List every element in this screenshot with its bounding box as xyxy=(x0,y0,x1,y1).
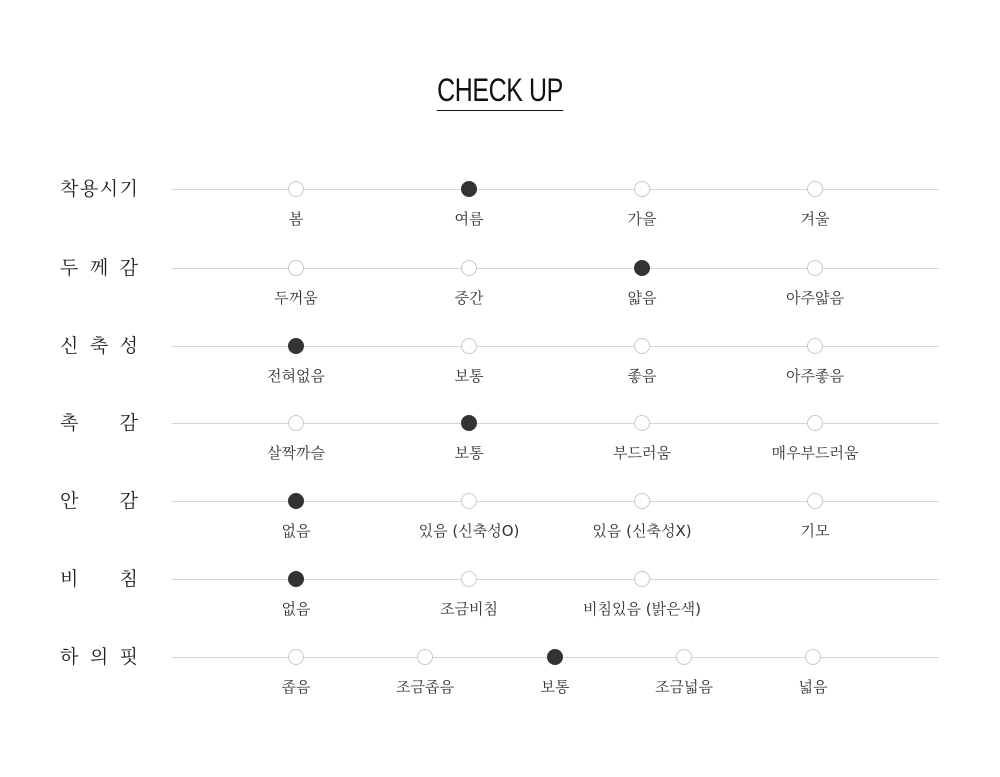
row-label-char: 착 xyxy=(60,178,79,200)
option-label: 좋음 xyxy=(627,367,657,385)
unselected-dot-icon xyxy=(805,649,821,665)
row-label-char: 비 xyxy=(60,568,79,590)
unselected-dot-icon xyxy=(417,649,433,665)
row-label xyxy=(60,256,138,280)
row-label-char: 신 xyxy=(60,335,79,357)
row-label-char: 두 xyxy=(60,257,79,279)
unselected-dot-icon xyxy=(634,181,650,197)
option-label: 봄 xyxy=(288,210,304,228)
unselected-dot-icon xyxy=(807,493,823,509)
row-label-char: 핏 xyxy=(119,646,138,668)
unselected-dot-icon xyxy=(461,571,477,587)
row-label-char: 침 xyxy=(119,568,138,590)
row-label-char: 축 xyxy=(89,335,109,357)
option-label: 부드러움 xyxy=(613,444,671,462)
unselected-dot-icon xyxy=(634,571,650,587)
selected-dot-icon xyxy=(288,571,304,587)
row-label xyxy=(60,567,138,591)
check-row xyxy=(0,646,1000,717)
selected-dot-icon xyxy=(288,493,304,509)
unselected-dot-icon xyxy=(288,415,304,431)
row-label xyxy=(60,645,138,669)
row-label-char: 안 xyxy=(60,490,79,512)
check-row xyxy=(0,257,1000,328)
unselected-dot-icon xyxy=(807,338,823,354)
option-label: 없음 xyxy=(281,600,311,618)
check-row xyxy=(0,178,1000,249)
option-label: 아주얇음 xyxy=(786,289,844,307)
option-label: 살짝까슬 xyxy=(267,444,325,462)
option-label: 겨울 xyxy=(800,210,830,228)
row-label-char: 촉 xyxy=(60,412,79,434)
option-label: 없음 xyxy=(281,522,311,540)
option-label: 매우부드러움 xyxy=(771,444,859,462)
unselected-dot-icon xyxy=(676,649,692,665)
row-label xyxy=(60,489,138,513)
page-title xyxy=(110,72,890,111)
check-row xyxy=(0,568,1000,639)
selected-dot-icon xyxy=(461,181,477,197)
option-label: 보통 xyxy=(454,367,484,385)
row-label-char: 하 xyxy=(60,646,79,668)
page-title-text: CHECK UP xyxy=(437,72,563,111)
check-row xyxy=(0,335,1000,406)
unselected-dot-icon xyxy=(288,649,304,665)
unselected-dot-icon xyxy=(807,260,823,276)
option-label: 두꺼움 xyxy=(274,289,318,307)
option-label: 비침있음 (밝은색) xyxy=(583,600,701,618)
row-label-char: 성 xyxy=(119,335,138,357)
unselected-dot-icon xyxy=(461,493,477,509)
option-label: 아주좋음 xyxy=(786,367,844,385)
row-label-char: 용 xyxy=(79,178,99,200)
option-label: 기모 xyxy=(800,522,830,540)
unselected-dot-icon xyxy=(288,260,304,276)
row-label-char: 께 xyxy=(89,257,109,279)
row-label xyxy=(60,334,138,358)
row-label xyxy=(60,177,138,201)
unselected-dot-icon xyxy=(634,415,650,431)
selected-dot-icon xyxy=(288,338,304,354)
unselected-dot-icon xyxy=(634,493,650,509)
selected-dot-icon xyxy=(461,415,477,431)
option-label: 있음 (신축성O) xyxy=(418,522,520,540)
option-label: 조금비침 xyxy=(440,600,498,618)
option-label: 조금넓음 xyxy=(655,678,713,696)
selected-dot-icon xyxy=(634,260,650,276)
selected-dot-icon xyxy=(547,649,563,665)
unselected-dot-icon xyxy=(807,415,823,431)
check-row xyxy=(0,490,1000,561)
option-label: 넓음 xyxy=(798,678,828,696)
option-label: 여름 xyxy=(454,210,484,228)
row-label-char: 감 xyxy=(119,257,138,279)
row-label-char: 기 xyxy=(119,178,138,200)
unselected-dot-icon xyxy=(288,181,304,197)
row-label-char: 감 xyxy=(119,490,138,512)
option-label: 얇음 xyxy=(627,289,657,307)
row-label-char: 감 xyxy=(119,412,138,434)
option-label: 가을 xyxy=(627,210,657,228)
option-label: 보통 xyxy=(540,678,570,696)
unselected-dot-icon xyxy=(807,181,823,197)
option-label: 보통 xyxy=(454,444,484,462)
unselected-dot-icon xyxy=(461,260,477,276)
row-label-char: 의 xyxy=(89,646,109,668)
row-label-char: 시 xyxy=(99,178,119,200)
row-label xyxy=(60,411,138,435)
option-label: 있음 (신축성X) xyxy=(592,522,692,540)
check-row xyxy=(0,412,1000,483)
option-label: 전혀없음 xyxy=(267,367,325,385)
option-label: 중간 xyxy=(454,289,484,307)
option-label: 조금좁음 xyxy=(396,678,454,696)
unselected-dot-icon xyxy=(634,338,650,354)
option-label: 좁음 xyxy=(281,678,311,696)
unselected-dot-icon xyxy=(461,338,477,354)
